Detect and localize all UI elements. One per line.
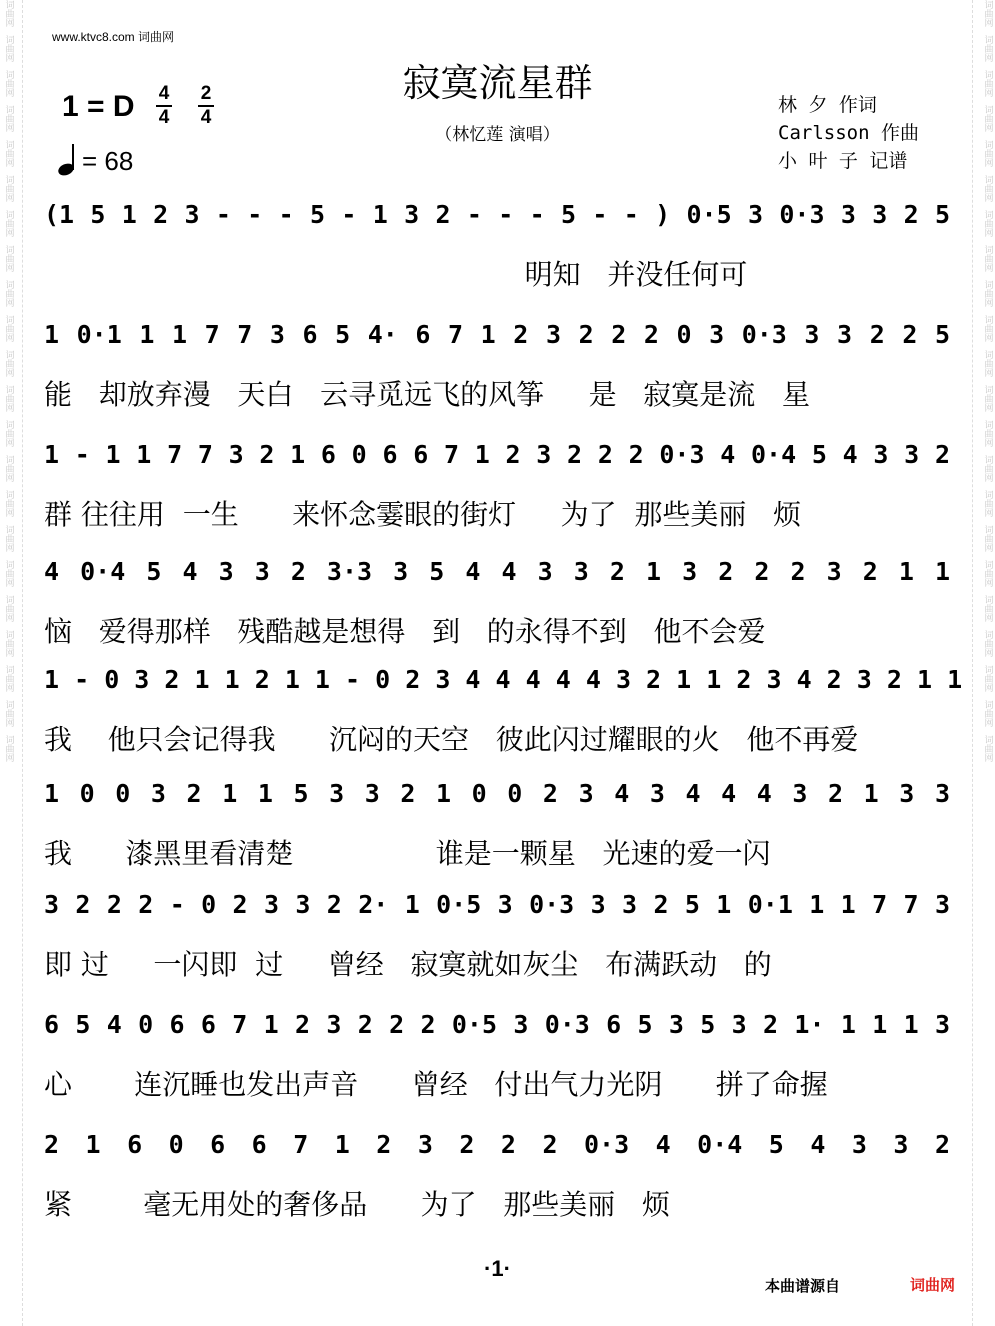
watermark-text: 词曲网 bbox=[982, 630, 993, 657]
notation-line bbox=[44, 318, 950, 362]
transcriber-credit: 小 叶 子 记谱 bbox=[778, 150, 908, 172]
watermark-text: 词曲网 bbox=[982, 350, 993, 377]
watermark-text: 词曲网 bbox=[3, 280, 14, 307]
lyrics-line: 心 连沉睡也发出声音 曾经 付出气力光阴 拼了命握 bbox=[44, 1068, 828, 1101]
notation-text: 1 0 0 3 2 1 1 5 3 3 2 1 0 0 2 3 4 3 4 4 4 3 2 1 3 3 bbox=[44, 779, 950, 808]
watermark-text: 词曲网 bbox=[3, 105, 14, 132]
watermark-text: 词曲网 bbox=[982, 210, 993, 237]
lyrics-line: 恼 爱得那样 残酷越是想得 到 的永得不到 他不会爱 bbox=[44, 615, 766, 648]
time-sig-bottom: 4 bbox=[158, 107, 170, 128]
score-system-4 bbox=[44, 555, 950, 665]
source-logo[interactable]: 词曲网 bbox=[910, 1276, 956, 1294]
tempo-value: = 68 bbox=[82, 146, 134, 176]
watermark-text: 词曲网 bbox=[982, 175, 993, 202]
notation-text: 2 1 6 0 6 6 7 1 2 3 2 2 2 0·3 4 0·4 5 4 3 3 2 bbox=[44, 1130, 950, 1159]
watermark-text: 词曲网 bbox=[982, 280, 993, 307]
notation-text: 6 5 4 0 6 6 7 1 2 3 2 2 2 0·5 3 0·3 6 5 3 5 3 2 1· 1 1 1 3 bbox=[44, 1010, 950, 1039]
watermark-text: 词曲网 bbox=[3, 140, 14, 167]
lyrics-line: 群 往往用 一生 来怀念霎眼的街灯 为了 那些美丽 烦 bbox=[44, 498, 802, 531]
watermark-text: 词曲网 bbox=[3, 595, 14, 622]
composer-credit: Carlsson 作曲 bbox=[778, 122, 919, 144]
score-system-6 bbox=[44, 777, 950, 887]
watermark-text: 词曲网 bbox=[982, 560, 993, 587]
singer-credit: （林忆莲 演唱） bbox=[435, 125, 560, 145]
notation-line bbox=[44, 1008, 950, 1052]
notation-line bbox=[44, 777, 950, 821]
watermark-text: 词曲网 bbox=[3, 420, 14, 447]
site-url[interactable]: www.ktvc8.com 词曲网 bbox=[52, 30, 175, 44]
watermark-text: 词曲网 bbox=[3, 245, 14, 272]
margin-line-left bbox=[22, 0, 23, 1326]
score-system-1 bbox=[44, 198, 950, 308]
score-system-2 bbox=[44, 318, 950, 428]
watermark-text: 词曲网 bbox=[3, 70, 14, 97]
watermark-text: 词曲网 bbox=[3, 700, 14, 727]
time-signature-4-4 bbox=[156, 84, 172, 128]
watermark-text: 词曲网 bbox=[3, 525, 14, 552]
watermark-text: 词曲网 bbox=[982, 385, 993, 412]
watermark-text: 词曲网 bbox=[982, 140, 993, 167]
notation-line bbox=[44, 1128, 950, 1172]
watermark-text: 词曲网 bbox=[982, 700, 993, 727]
lyrics-line: 我 他只会记得我 沉闷的天空 彼此闪过耀眼的火 他不再爱 bbox=[44, 723, 859, 756]
watermark-text: 词曲网 bbox=[982, 525, 993, 552]
lyrics-line: 明知 并没任何可 bbox=[44, 258, 748, 291]
watermark-text: 词曲网 bbox=[3, 490, 14, 517]
time-signature-2-4 bbox=[198, 84, 214, 128]
margin-line-right bbox=[972, 0, 973, 1326]
watermark-text: 词曲网 bbox=[3, 350, 14, 377]
watermark-text: 词曲网 bbox=[982, 70, 993, 97]
score-system-3 bbox=[44, 438, 950, 548]
lyrics-line: 即 过 一闪即 过 曾经 寂寞就如灰尘 布满跃动 的 bbox=[44, 948, 772, 981]
watermark-text: 词曲网 bbox=[3, 455, 14, 482]
watermark-text: 词曲网 bbox=[982, 595, 993, 622]
notation-text: 1 - 1 1 7 7 3 2 1 6 0 6 6 7 1 2 3 2 2 2 0·3 4 0·4 5 4 3 3 2 bbox=[44, 440, 950, 469]
watermark-text: 词曲网 bbox=[982, 105, 993, 132]
score-system-8 bbox=[44, 1008, 950, 1118]
lyrics-line: 紧 毫无用处的奢侈品 为了 那些美丽 烦 bbox=[44, 1188, 671, 1221]
watermark-text: 词曲网 bbox=[982, 245, 993, 272]
notation-text: 1 - 0 3 2 1 1 2 1 1 - 0 2 3 4 4 4 4 4 3 2 1 1 2 3 4 2 3 2 1 1 bbox=[44, 665, 963, 694]
source-credit: 本曲谱源自 bbox=[765, 1277, 841, 1295]
watermark-text: 词曲网 bbox=[3, 630, 14, 657]
score-system-7 bbox=[44, 888, 950, 998]
watermark-text: 词曲网 bbox=[3, 210, 14, 237]
watermark-text: 词曲网 bbox=[982, 490, 993, 517]
score-system-5 bbox=[44, 663, 963, 773]
watermark-strip-right bbox=[980, 0, 994, 1326]
time-sig-top: 4 bbox=[158, 83, 170, 104]
time-sig-top: 2 bbox=[200, 83, 212, 104]
watermark-text: 词曲网 bbox=[982, 0, 993, 27]
lyrics-line: 我 漆黑里看清楚 谁是一颗星 光速的爱一闪 bbox=[44, 837, 771, 870]
notation-line bbox=[44, 198, 950, 242]
watermark-text: 词曲网 bbox=[3, 0, 14, 27]
tempo-marking bbox=[58, 144, 133, 175]
key-signature: 1 = D bbox=[62, 90, 135, 123]
watermark-text: 词曲网 bbox=[982, 315, 993, 342]
watermark-text: 词曲网 bbox=[982, 455, 993, 482]
watermark-text: 词曲网 bbox=[982, 35, 993, 62]
page-number: ·1· bbox=[484, 1256, 511, 1281]
watermark-text: 词曲网 bbox=[3, 175, 14, 202]
lyricist-credit: 林 夕 作词 bbox=[778, 94, 877, 116]
notation-text: (1 5 1 2 3 - - - 5 - 1 3 2 - - - 5 - - ) 0·5 3 0·3 3 3 2 5 bbox=[44, 200, 950, 229]
time-sig-bottom: 4 bbox=[200, 107, 212, 128]
notation-line bbox=[44, 888, 950, 932]
watermark-text: 词曲网 bbox=[3, 665, 14, 692]
notation-text: 4 0·4 5 4 3 3 2 3·3 3 5 4 4 3 3 2 1 3 2 2 2 3 2 1 1 bbox=[44, 557, 950, 586]
notation-line bbox=[44, 438, 950, 482]
song-title: 寂寞流星群 bbox=[402, 61, 593, 105]
watermark-strip-left bbox=[1, 0, 15, 1326]
notation-text: 1 0·1 1 1 7 7 3 6 5 4· 6 7 1 2 3 2 2 2 0 3 0·3 3 3 2 2 5 bbox=[44, 320, 950, 349]
watermark-text: 词曲网 bbox=[982, 420, 993, 447]
notation-text: 3 2 2 2 - 0 2 3 3 2 2· 1 0·5 3 0·3 3 3 2 5 1 0·1 1 1 7 7 3 bbox=[44, 890, 950, 919]
watermark-text: 词曲网 bbox=[3, 385, 14, 412]
watermark-text: 词曲网 bbox=[3, 735, 14, 762]
watermark-text: 词曲网 bbox=[3, 315, 14, 342]
score-system-9 bbox=[44, 1128, 950, 1238]
notation-line bbox=[44, 555, 950, 599]
watermark-text: 词曲网 bbox=[982, 735, 993, 762]
notation-line bbox=[44, 663, 963, 707]
lyrics-line: 能 却放弃漫 天白 云寻觅远飞的风筝 是 寂寞是流 星 bbox=[44, 378, 811, 411]
watermark-text: 词曲网 bbox=[982, 665, 993, 692]
watermark-text: 词曲网 bbox=[3, 35, 14, 62]
watermark-text: 词曲网 bbox=[3, 560, 14, 587]
